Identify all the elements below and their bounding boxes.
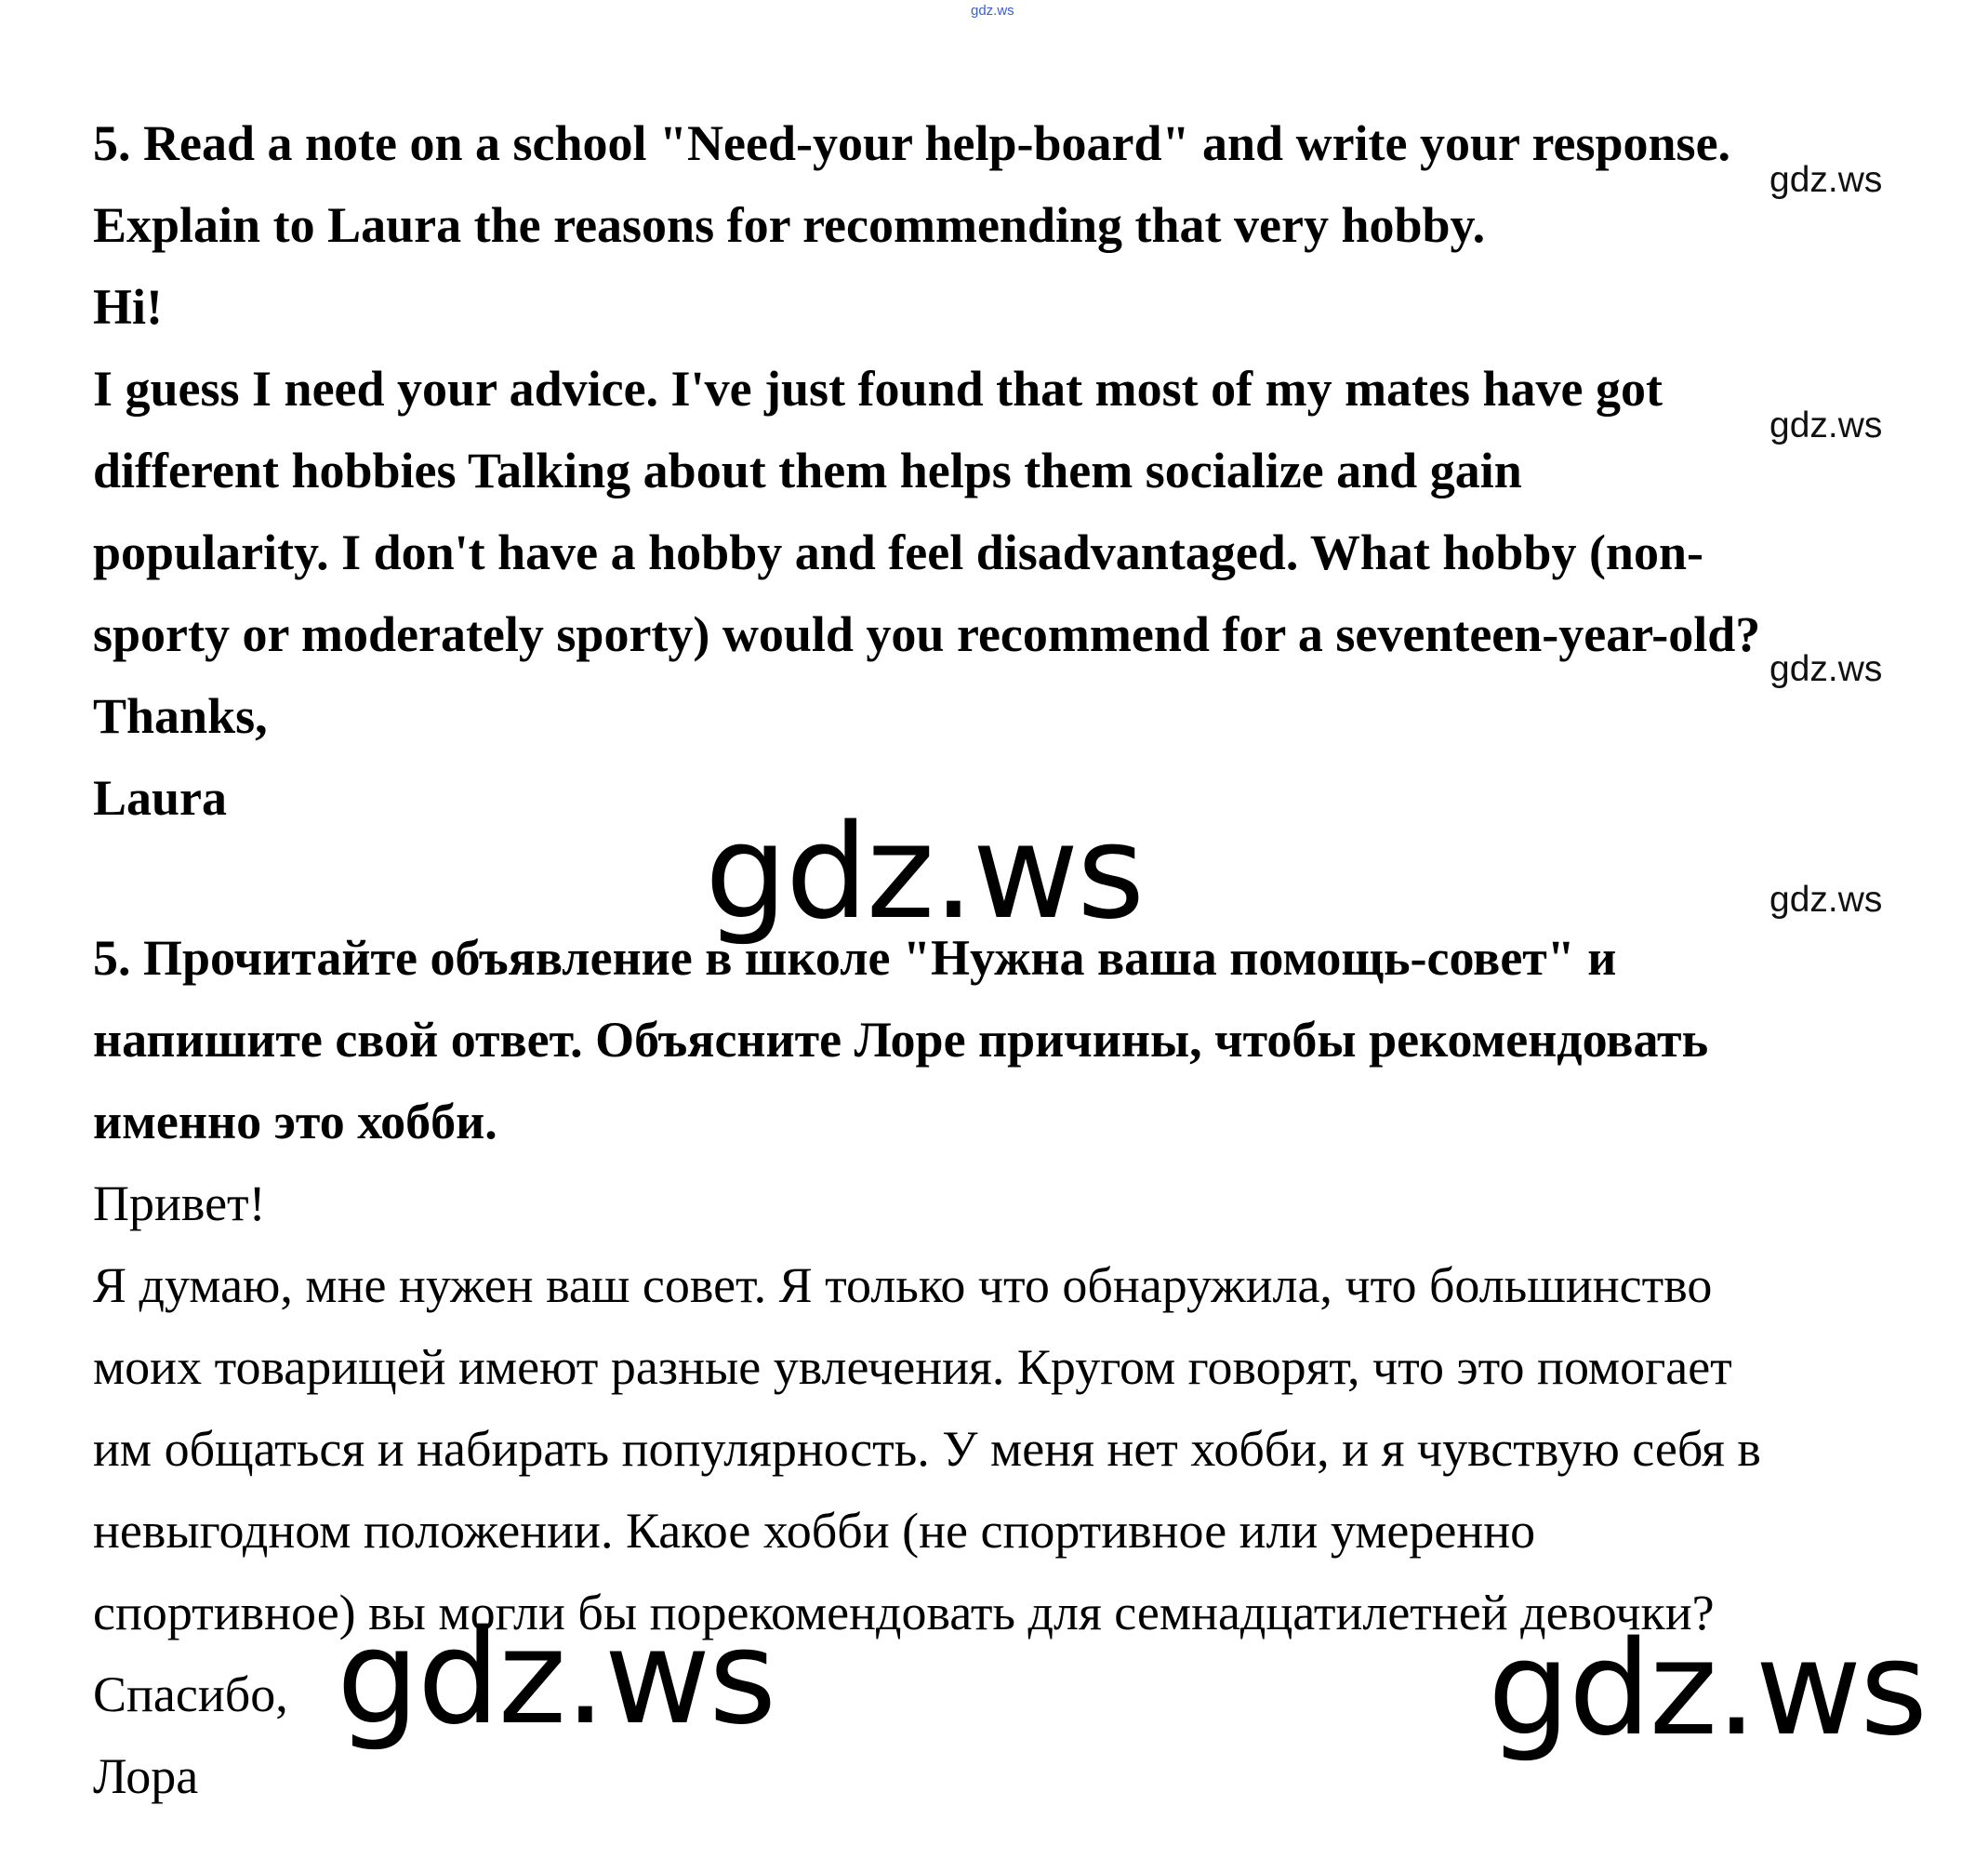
english-body-line: popularity. I don't have a hobby and feel disadvantaged. What hobby (non- (93, 524, 1703, 580)
english-body-line: sporty or moderately sporty) would you recommend for a seventeen-year-old? (93, 606, 1761, 662)
russian-closing: Спасибо, (93, 1666, 288, 1722)
russian-task-line: напишите свой ответ. Объясните Лоре причины, чтобы рекомендовать (93, 1012, 1709, 1068)
russian-signature: Лора (93, 1748, 199, 1804)
watermark-large: gdz.ws (1488, 1613, 1927, 1765)
russian-task-line: именно это хобби. (93, 1094, 497, 1149)
watermark-small: gdz.ws (1769, 880, 1883, 920)
english-signature: Laura (93, 770, 228, 826)
watermark-tiny: gdz.ws (971, 3, 1014, 19)
watermark-small: gdz.ws (1769, 405, 1883, 445)
watermark-small: gdz.ws (1769, 160, 1883, 200)
russian-body-line: им общаться и набирать популярность. У меня нет хобби, и я чувствую себя в (93, 1421, 1761, 1477)
watermark-large: gdz.ws (705, 797, 1144, 949)
english-body-line: different hobbies Talking about them helps them socialize and gain (93, 443, 1522, 498)
russian-greeting: Привет! (93, 1175, 266, 1231)
english-greeting: Hi! (93, 279, 163, 335)
russian-body-line: спортивное) вы могли бы порекомендовать для семнадцатилетней девочки? (93, 1585, 1715, 1640)
english-task-line: Explain to Laura the reasons for recommending that very hobby. (93, 197, 1486, 253)
english-closing: Thanks, (93, 688, 268, 744)
russian-body-line: невыгодном положении. Какое хобби (не спортивное или умеренно (93, 1503, 1536, 1559)
watermark-small: gdz.ws (1769, 649, 1883, 689)
watermark-large: gdz.ws (337, 1602, 775, 1754)
russian-task-line: 5. Прочитайте объявление в школе "Нужна ваша помощь-совет" и (93, 930, 1617, 986)
english-task-line: 5. Read a note on a school "Need-your help-board" and write your response. (93, 115, 1731, 171)
russian-body-line: моих товарищей имеют разные увлечения. Кругом говорят, что это помогает (93, 1339, 1732, 1395)
russian-body-line: Я думаю, мне нужен ваш совет. Я только что обнаружила, что большинство (93, 1257, 1713, 1313)
english-body-line: I guess I need your advice. I've just found that most of my mates have got (93, 361, 1663, 417)
